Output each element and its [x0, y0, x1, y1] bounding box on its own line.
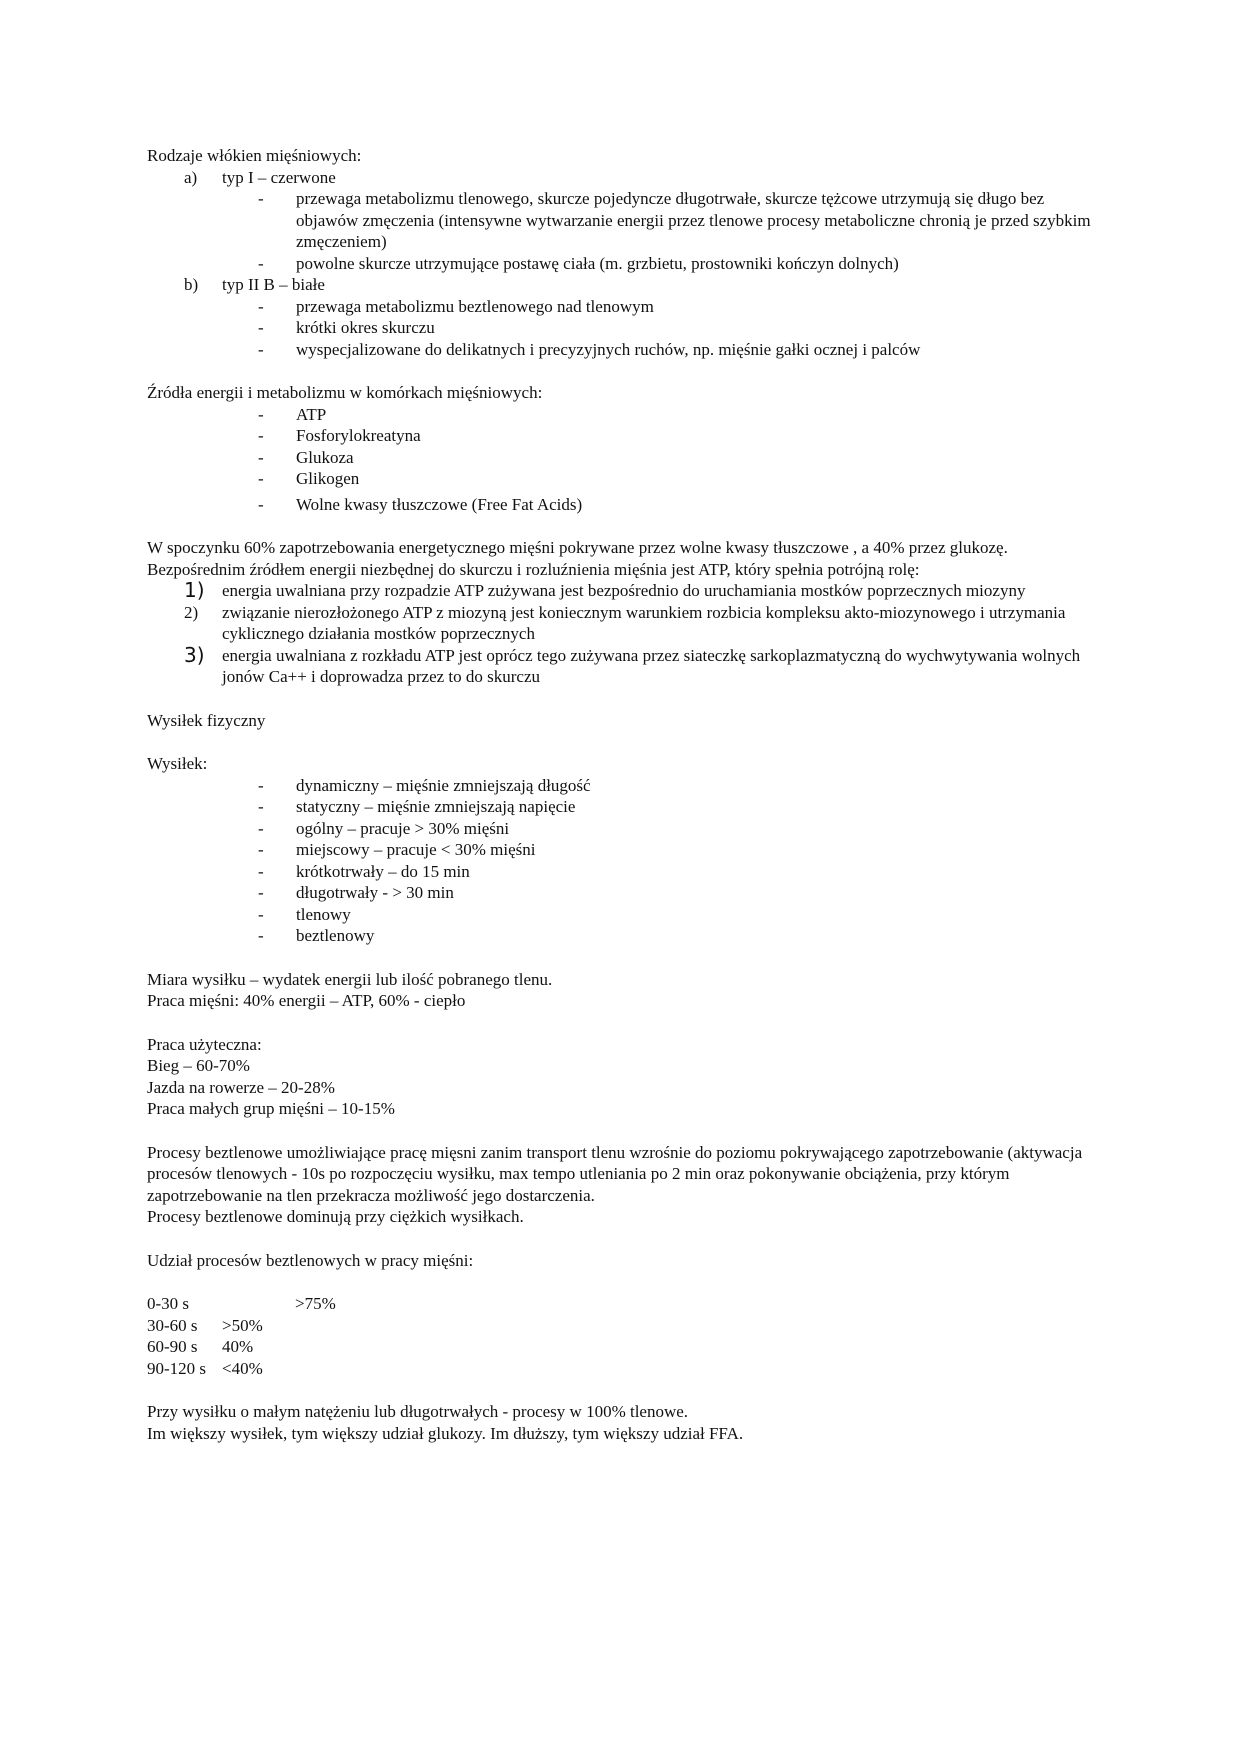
- list-item: - miejscowy – pracuje < 30% mięśni: [258, 840, 536, 859]
- list-item: - ogólny – pracuje > 30% mięśni: [258, 818, 510, 838]
- list-item: - przewaga metabolizmu tlenowego, skurcze pojedyncze długotrwałe, skurcze tężcowe utrzymują się długo bez objawów zmęczenia (intensywne wytwarzanie energii przez tlenowe procesy metaboliczne chronią je przed szybkim zmęczeniem): [258, 189, 1091, 251]
- useful-line: Bieg – 60-70%: [147, 1056, 250, 1075]
- list-item: - długotrwały - > 30 min: [258, 883, 454, 902]
- list-item: 1) energia uwalniana przy rozpadzie ATP zużywana jest bezpośrednio do uruchamiania mostków poprzecznych miozyny: [184, 578, 1026, 602]
- list-item: - przewaga metabolizmu beztlenowego nad tlenowym: [258, 296, 654, 316]
- measure-line: Praca mięśni: 40% energii – ATP, 60% - ciepło: [147, 991, 466, 1010]
- list-item: - powolne skurcze utrzymujące postawę ciała (m. grzbietu, prostowniki kończyn dolnych): [258, 253, 899, 273]
- table-row: 60-90 s 40%: [147, 1337, 254, 1356]
- fiber-type-a-list: [147, 188, 1092, 274]
- anaerobic-paragraph: Procesy beztlenowe umożliwiające pracę mięsni zanim transport tlenu wzrośnie do poziomu pokrywającego zapotrzebowanie (aktywacja procesów tlenowych - 10s po rozpoczęciu wysiłku, max tempo utleniania po 2 min oraz pokonywanie obciążenia, przy którym zapotrzebowanie na tlen przekracza możliwość jego dostarczenia.: [147, 1142, 1083, 1205]
- list-item: - Fosforylokreatyna: [258, 426, 421, 445]
- section-title: Wysiłek fizyczny: [147, 710, 266, 730]
- table-row: 90-120 s <40%: [147, 1358, 263, 1378]
- atp-intro: Bezpośrednim źródłem energii niezbędnej do skurczu i rozluźnienia mięśnia jest ATP, który spełnia potrójną rolę:: [147, 559, 920, 579]
- fiber-type-label: typ II B – białe: [222, 275, 325, 294]
- fiber-type-b-list: [147, 296, 1092, 361]
- useful-line: Jazda na rowerze – 20-28%: [147, 1077, 335, 1097]
- table-row: 30-60 s >50%: [147, 1315, 263, 1335]
- anaerobic-line: Procesy beztlenowe dominują przy ciężkich wysiłkach.: [147, 1207, 524, 1226]
- measure-line: Miara wysiłku – wydatek energii lub ilość pobranego tlenu.: [147, 969, 553, 989]
- fiber-type-a: [147, 167, 1092, 189]
- list-item: - Wolne kwasy tłuszczowe (Free Fat Acids): [258, 494, 583, 514]
- list-item: - Glikogen: [258, 469, 360, 488]
- share-heading: Udział procesów beztlenowych w pracy mięśni:: [147, 1250, 474, 1270]
- fiber-type-b: [147, 274, 1092, 296]
- share-table-rest: [147, 1315, 263, 1380]
- list-marker: a): [184, 167, 198, 187]
- list-item: 3) energia uwalniana z rozkładu ATP jest oprócz tego zużywana przez siateczkę sarkoplazmatyczną do wychwytywania wolnych jonów Ca++ i doprowadza przez to do skurczu: [184, 642, 1081, 686]
- list-item: - krótki okres skurczu: [258, 318, 435, 337]
- final-line: Im większy wysiłek, tym większy udział glukozy. Im dłuższy, tym większy udział FFA.: [147, 1423, 744, 1443]
- final-line: Przy wysiłku o małym natężeniu lub długotrwałych - procesy w 100% tlenowe.: [147, 1402, 689, 1421]
- atp-roles-list: [147, 580, 1092, 688]
- document-body: [147, 145, 1092, 1444]
- list-item: - ATP: [258, 404, 327, 424]
- list-item: - dynamiczny – mięśnie zmniejszają długość: [258, 775, 591, 795]
- list-item: - statyczny – mięśnie zmniejszają napięcie: [258, 797, 576, 816]
- list-item: - krótkotrwały – do 15 min: [258, 861, 470, 881]
- effort-list: [147, 775, 1092, 947]
- table-row: 0-30 s >75%: [147, 1294, 336, 1313]
- sources-list: [147, 404, 1092, 516]
- list-item: - tlenowy: [258, 904, 351, 924]
- effort-heading: Wysiłek:: [147, 754, 208, 773]
- useful-heading: Praca użyteczna:: [147, 1034, 262, 1054]
- list-item: 2) związanie nierozłożonego ATP z miozyną jest koniecznym warunkiem rozbicia kompleksu akto-miozynowego i utrzymania cyklicznego działania mostków poprzecznych: [184, 602, 1066, 643]
- share-table: [147, 1293, 336, 1315]
- fibers-heading: Rodzaje włókien mięśniowych:: [147, 146, 362, 165]
- list-item: - beztlenowy: [258, 926, 375, 945]
- list-item: - wyspecjalizowane do delikatnych i precyzyjnych ruchów, np. mięśnie gałki ocznej i palców: [258, 339, 921, 359]
- list-item: - Glukoza: [258, 447, 354, 467]
- useful-line: Praca małych grup mięśni – 10-15%: [147, 1099, 395, 1118]
- fiber-type-label: typ I – czerwone: [222, 167, 336, 187]
- list-marker: b): [184, 275, 199, 294]
- rest-paragraph: W spoczynku 60% zapotrzebowania energetycznego mięśni pokrywane przez wolne kwasy tłuszczowe , a 40% przez glukozę.: [147, 538, 1008, 557]
- sources-heading: Źródła energii i metabolizmu w komórkach mięśniowych:: [147, 383, 543, 402]
